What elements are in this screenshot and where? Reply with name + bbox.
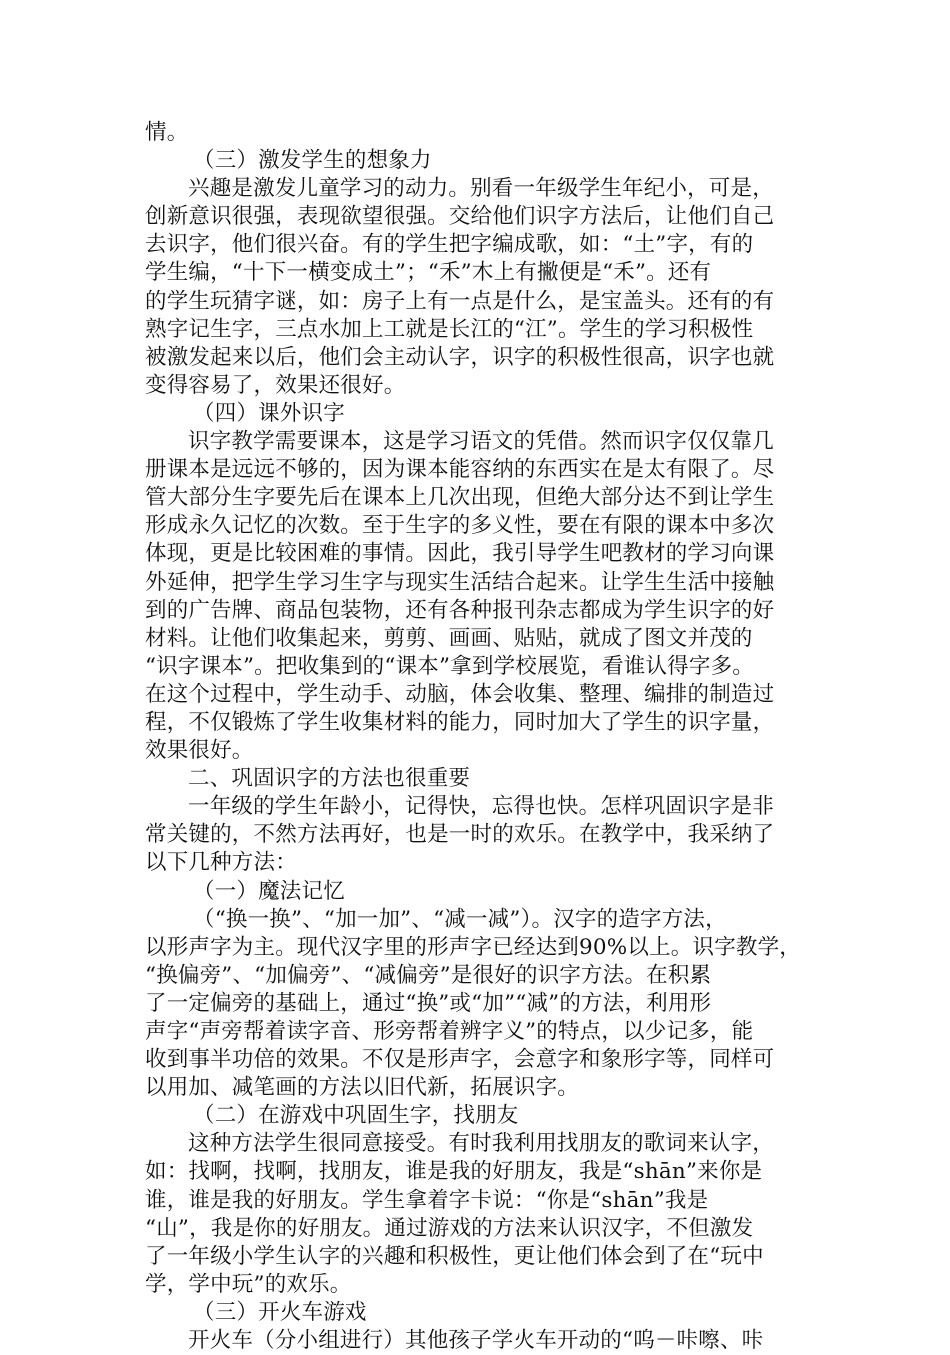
text-line: 熟字记生字，三点水加上工就是长江的“江”。学生的学习积极性 (145, 316, 754, 342)
text-line: 学生编，“十下一横变成土”；“禾”木上有撇便是“禾”。还有 (145, 260, 712, 286)
text-line: 体现，更是比较困难的事情。因此，我引导学生吧教材的学习向课 (145, 541, 775, 567)
text-line: “换偏旁”、“加偏旁”、“减偏旁”是很好的识字方法。在积累 (145, 962, 712, 988)
text-line: 开火车（分小组进行）其他孩子学火车开动的“呜－咔嚓、咔 (188, 1328, 764, 1354)
text-line: “识字课本”。把收集到的“课本”拿到学校展览，看谁认得字多。 (145, 653, 754, 679)
text-line: 被激发起来以后，他们会主动认字，识字的积极性很高，识字也就 (145, 344, 775, 370)
text-line: 如：找啊，找啊，找朋友，谁是我的好朋友，我是“shān”来你是 (145, 1159, 763, 1185)
text-line: 管大部分生字要先后在课本上几次出现，但绝大部分达不到让学生 (145, 485, 775, 511)
text-line: 程，不仅锻炼了学生收集材料的能力，同时加大了学生的识字量， (145, 709, 775, 735)
text-line: 谁，谁是我的好朋友。学生拿着字卡说：“你是“shān”我是 (145, 1187, 709, 1213)
text-line: 识字教学需要课本，这是学习语文的凭借。然而识字仅仅靠几 (188, 429, 774, 455)
section-heading-line: （四）课外识字 (193, 400, 345, 426)
text-line: 以下几种方法： (145, 850, 297, 876)
text-line: 效果很好。 (145, 738, 254, 764)
text-line: 兴趣是激发儿童学习的动力。别看一年级学生年纪小，可是， (188, 176, 774, 202)
document-body (145, 119, 805, 1355)
text-line: 创新意识很强，表现欲望很强。交给他们识字方法后，让他们自己 (145, 204, 775, 230)
text-line: 的学生玩猜字谜，如：房子上有一点是什么，是宝盖头。还有的有 (145, 288, 775, 314)
text-line: 形成永久记忆的次数。至于生字的多义性，要在有限的课本中多次 (145, 513, 775, 539)
text-line: 了一年级小学生认字的兴趣和积极性，更让他们体会到了在“玩中 (145, 1243, 764, 1269)
text-line: 以用加、减笔画的方法以旧代新，拓展识字。 (145, 1075, 580, 1101)
text-line: 在这个过程中，学生动手、动脑，体会收集、整理、编排的制造过 (145, 681, 775, 707)
text-line: 声字“声旁帮着读字音、形旁帮着辨字义”的特点，以少记多，能 (145, 1019, 754, 1044)
text-line: 册课本是远远不够的，因为课本能容纳的东西实在是太有限了。尽 (145, 457, 775, 483)
text-line: “山”，我是你的好朋友。通过游戏的方法来认识汉字，不但激发 (145, 1215, 754, 1241)
text-line: 到的广告牌、商品包装物，还有各种报刊杂志都成为学生识字的好 (145, 597, 775, 623)
section-heading-line: （一）魔法记忆 (193, 878, 345, 904)
text-line: 收到事半功倍的效果。不仅是形声字，会意字和象形字等，同样可 (145, 1047, 775, 1073)
text-line: 材料。让他们收集起来，剪剪、画画、贴贴，就成了图文并茂的 (145, 625, 753, 651)
text-line: 外延伸，把学生学习生字与现实生活结合起来。让学生生活中接触 (145, 569, 775, 595)
section-heading-line: （三）激发学生的想象力 (193, 148, 432, 174)
text-line: 学，学中玩”的欢乐。 (145, 1271, 352, 1297)
text-line: 了一定偏旁的基础上，通过“换”或“加”“减”的方法，利用形 (145, 990, 712, 1016)
text-line: 情。 (145, 120, 189, 145)
text-line: 常关键的，不然方法再好，也是一时的欢乐。在教学中，我采纳了 (145, 822, 775, 848)
section-heading-line: （二）在游戏中巩固生字，找朋友 (193, 1103, 519, 1129)
text-line: 以形声字为主。现代汉字里的形声字已经达到90%以上。识字教学， (145, 934, 801, 960)
section-heading-line: （“换一换”、“加一加”、“减一减”）。汉字的造字方法， (193, 906, 727, 932)
text-line: 这种方法学生很同意接受。有时我利用找朋友的歌词来认字， (188, 1131, 774, 1157)
text-line: 二、巩固识字的方法也很重要 (188, 766, 471, 792)
text-line: 一年级的学生年龄小，记得快，忘得也快。怎样巩固识字是非 (188, 794, 774, 820)
section-heading-line: （三）开火车游戏 (193, 1299, 367, 1325)
text-line: 变得容易了，效果还很好。 (145, 372, 406, 398)
text-line: 去识字，他们很兴奋。有的学生把字编成歌，如：“土”字，有的 (145, 232, 754, 258)
